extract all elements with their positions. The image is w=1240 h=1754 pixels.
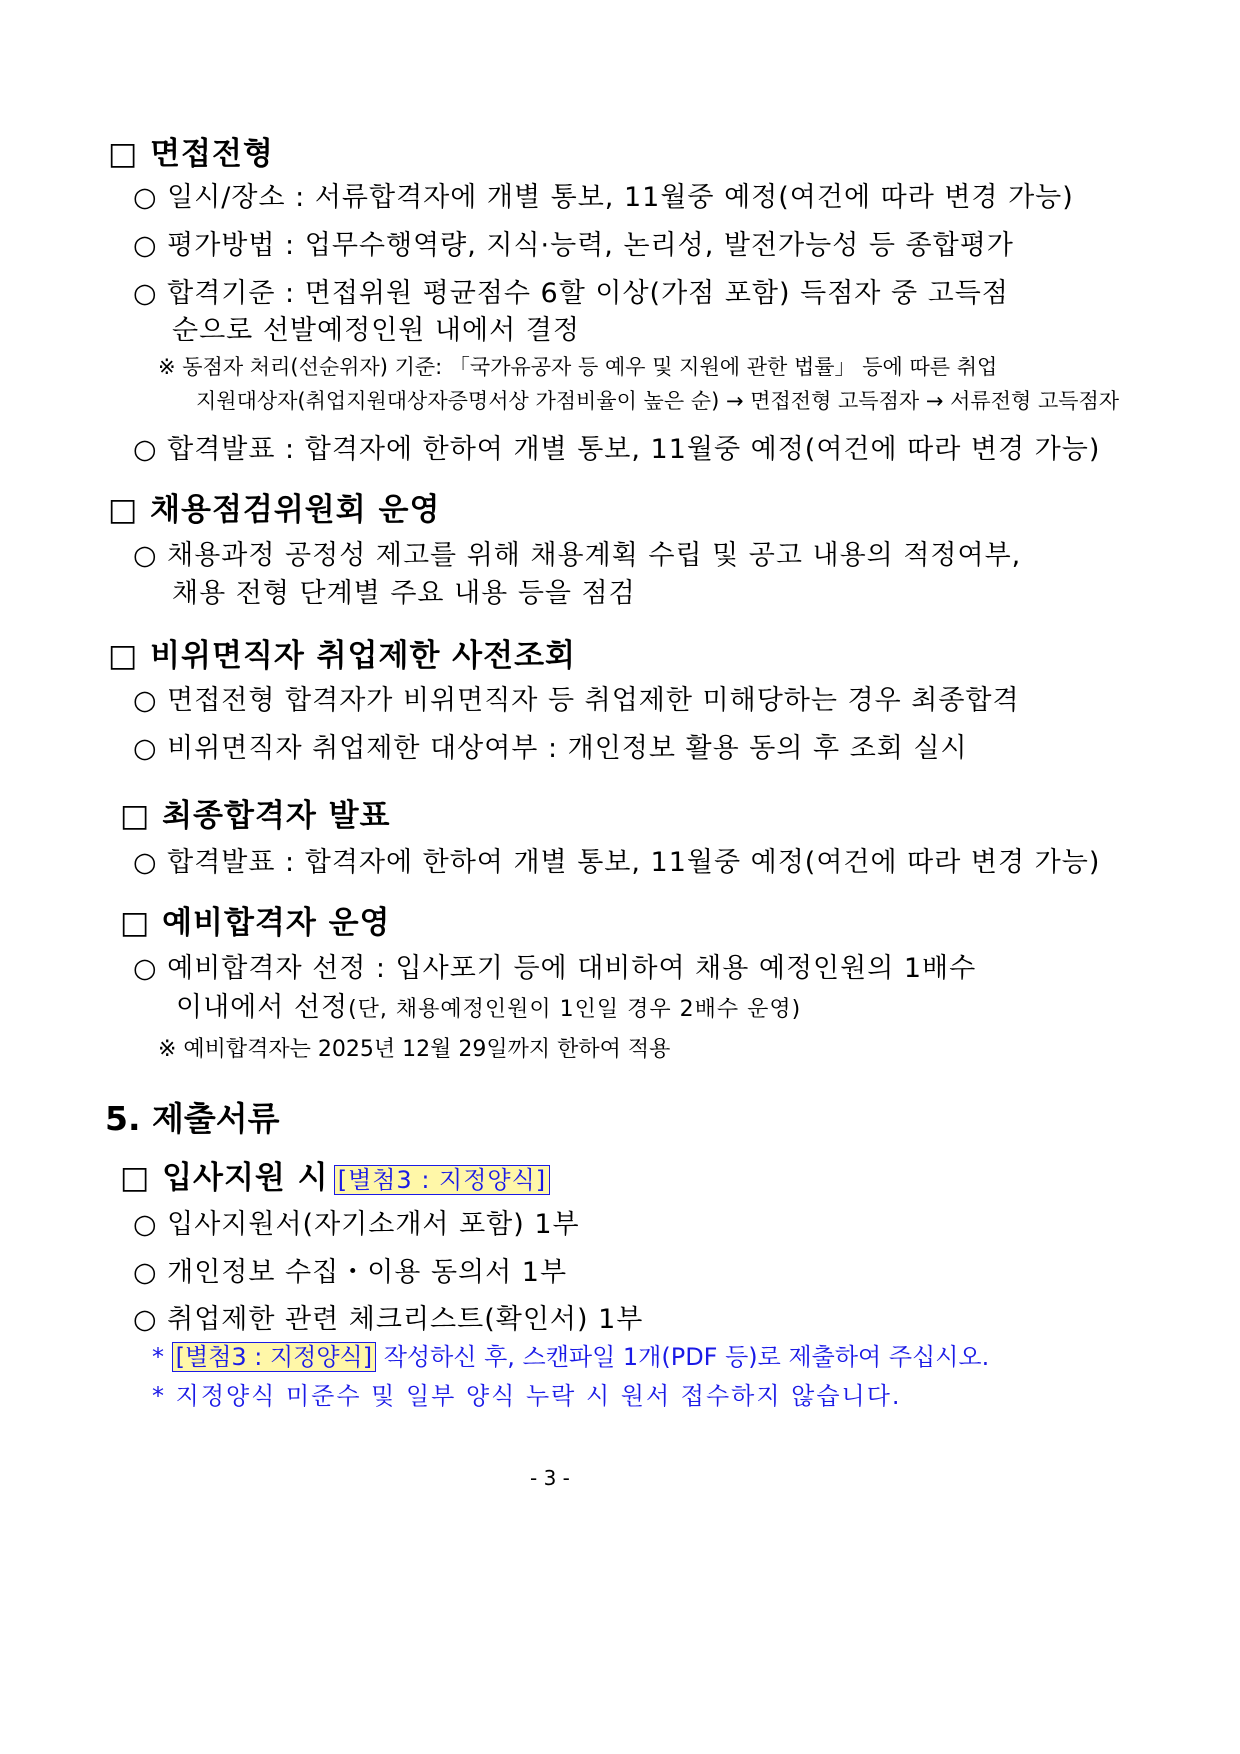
note-text: 작성하신 후, 스캔파일 1개(PDF 등)로 제출하여 주십시오. [383, 1343, 990, 1371]
list-item: ○ 평가방법 : 업무수행역량, 지식·능력, 논리성, 발전가능성 등 종합평가 [133, 230, 1014, 261]
section-heading-misconduct: □ 비위면직자 취업제한 사전조회 [108, 638, 576, 674]
note-line: 지원대상자(취업지원대상자증명서상 가점비율이 높은 순) → 면접전형 고득점자 → 서류전형 고득점자 [196, 389, 1120, 413]
list-item-main-text: 이내에서 선정 [176, 992, 349, 1023]
list-item-small-text: (단, 채용예정인원이 1인일 경우 2배수 운영) [348, 997, 802, 1022]
subheading-row [120, 1152, 550, 1197]
list-item: ○ 취업제한 관련 체크리스트(확인서) 1부 [133, 1304, 644, 1335]
note-line: ※ 동점자 처리(선순위자) 기준: 「국가유공자 등 예우 및 지원에 관한 법률」 등에 따른 취업 [158, 355, 998, 379]
blue-note: * 지정양식 미준수 및 일부 양식 누락 시 원서 접수하지 않습니다. [152, 1382, 902, 1410]
list-item: ○ 채용과정 공정성 제고를 위해 채용계획 수립 및 공고 내용의 적정여부, [133, 540, 1022, 571]
section-heading-apply: □ 입사지원 시 [120, 1160, 329, 1196]
list-item: ○ 합격발표 : 합격자에 한하여 개별 통보, 11월중 예정(여건에 따라 변경 가능) [133, 434, 1101, 465]
attachment-tag: [별첨3 : 지정양식] [172, 1342, 376, 1372]
blue-note [152, 1337, 989, 1372]
list-item: ○ 입사지원서(자기소개서 포함) 1부 [133, 1209, 580, 1240]
list-item: ○ 면접전형 합격자가 비위면직자 등 취업제한 미해당하는 경우 최종합격 [133, 685, 1020, 716]
list-item: ○ 개인정보 수집・이용 동의서 1부 [133, 1257, 568, 1288]
list-item: ○ 일시/장소 : 서류합격자에 개별 통보, 11월중 예정(여건에 따라 변경 가능) [133, 182, 1074, 213]
section-heading-committee: □ 채용점검위원회 운영 [108, 492, 441, 528]
note-star: * [152, 1343, 164, 1371]
list-item: ○ 예비합격자 선정 : 입사포기 등에 대비하여 채용 예정인원의 1배수 [133, 953, 977, 984]
list-item-continuation: 채용 전형 단계별 주요 내용 등을 점검 [172, 578, 636, 609]
list-item: ○ 합격발표 : 합격자에 한하여 개별 통보, 11월중 예정(여건에 따라 변경 가능) [133, 847, 1101, 878]
page-number: - 3 - [530, 1466, 570, 1490]
section-heading-final: □ 최종합격자 발표 [120, 798, 391, 834]
list-item-continuation: 순으로 선발예정인원 내에서 결정 [172, 315, 580, 346]
list-item: ○ 비위면직자 취업제한 대상여부 : 개인정보 활용 동의 후 조회 실시 [133, 733, 968, 764]
attachment-tag: [별첨3 : 지정양식] [334, 1165, 550, 1195]
section-heading-reserve: □ 예비합격자 운영 [120, 905, 391, 941]
section-heading-interview: □ 면접전형 [108, 136, 274, 172]
note-line: ※ 예비합격자는 2025년 12월 29일까지 한하여 적용 [158, 1037, 671, 1062]
chapter-title: 5. 제출서류 [105, 1099, 280, 1138]
list-item-continuation [176, 985, 801, 1024]
list-item: ○ 합격기준 : 면접위원 평균점수 6할 이상(가점 포함) 득점자 중 고득점 [133, 278, 1009, 309]
